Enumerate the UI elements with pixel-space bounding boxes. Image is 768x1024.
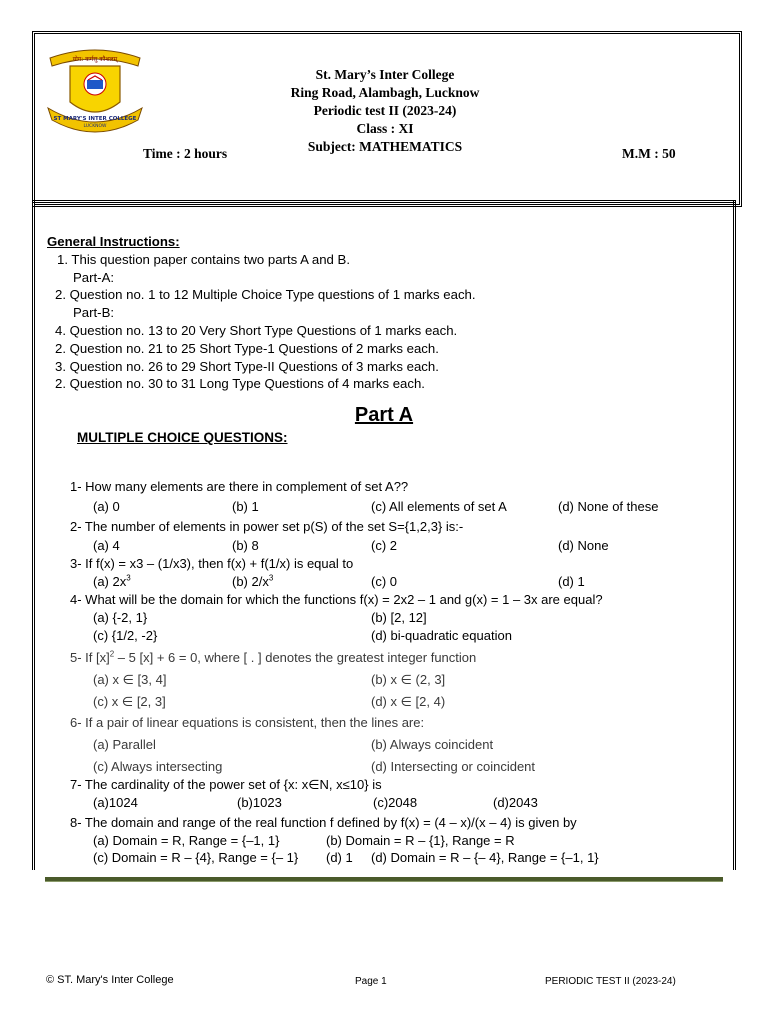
class-label: Class : XI [356, 121, 414, 136]
general-instructions [47, 233, 476, 393]
logo-motto: योग: कर्मसु कौशलम् [72, 56, 118, 63]
q1-option-b: (b) 1 [232, 499, 259, 514]
q2-option-d: (d) None [558, 538, 609, 553]
q7-option-c: (c)2048 [373, 795, 418, 810]
instruction-line: 1. This question paper contains two parts A and B. [57, 251, 350, 267]
q6-option-a: (a) Parallel [93, 737, 156, 752]
q3-option-b: (b) $2/x^3$ [232, 573, 274, 589]
question-5: 5- If $[x]^2 - 5$ [x] + 6 = 0, where [ . ] denotes the greatest integer function [70, 649, 477, 665]
instruction-line: Part-B: [73, 305, 115, 321]
exam-name: Periodic test II (2023-24) [313, 103, 457, 118]
header-divider [32, 200, 736, 203]
q6-option-d: (d) Intersecting or coincident [371, 759, 536, 774]
q1-option-d: (d) None of these [558, 499, 659, 514]
q5-option-d: (d) x ∈ [2, 4) [371, 694, 446, 709]
instruction-line: 2. Question no. 21 to 25 Short Type-1 Questions of 2 marks each. [55, 340, 439, 356]
school-name: St. Mary’s Inter College [315, 67, 455, 82]
q5-option-b: (b) x ∈ (2, 3] [371, 672, 446, 687]
footer-exam-name: PERIODIC TEST II (2023-24) [545, 976, 676, 987]
question-7: 7- The cardinality of the power set of {x: x∈N, x≤10} is [70, 777, 382, 792]
q1-option-a: (a) 0 [93, 499, 120, 514]
q8-option-d: (d) Domain = R – {– 4}, Range = {–1, 1} [371, 850, 599, 865]
left-border [32, 200, 35, 870]
footer-page-number: Page 1 [355, 976, 387, 987]
q4-option-d: (d) bi-quadratic equation [371, 628, 512, 643]
q8-option-d-1: (d) 1 [326, 850, 353, 865]
q6-option-b: (b) Always coincident [371, 737, 494, 752]
instruction-line: Part-A: [73, 269, 115, 285]
footer-copyright: © ST. Mary's Inter College [46, 974, 174, 986]
q5-option-a: (a) x ∈ [3, 4] [93, 672, 167, 687]
instruction-line: 4. Question no. 13 to 20 Very Short Type Questions of 1 marks each. [55, 322, 458, 338]
question-6: 6- If a pair of linear equations is consistent, then the lines are: [70, 715, 425, 730]
instruction-line: 2. Question no. 1 to 12 Multiple Choice Type questions of 1 marks each. [55, 287, 476, 303]
q6-option-c: (c) Always intersecting [93, 759, 223, 774]
logo-city: LUCKNOW [83, 124, 107, 129]
q3-option-d: (d) 1 [558, 574, 585, 589]
q8-option-b: (b) Domain = R – {1}, Range = R [326, 833, 515, 848]
q2-option-a: (a) 4 [93, 538, 120, 553]
part-title: Part A [354, 404, 414, 426]
instruction-line: 3. Question no. 26 to 29 Short Type-II Questions of 3 marks each. [55, 358, 439, 374]
question-3: 3- If f(x) = x3 – (1/x3), then f(x) + f(1/x) is equal to [70, 556, 354, 571]
q8-option-a: (a) Domain = R, Range = {–1, 1} [93, 833, 280, 848]
max-marks-label: M.M : 50 [622, 146, 676, 161]
q2-option-b: (b) 8 [232, 538, 259, 553]
instructions-title: General Instructions: [47, 234, 180, 249]
q7-option-b: (b)1023 [237, 795, 282, 810]
q8-option-c: (c) Domain = R – {4}, Range = {– 1} [93, 850, 299, 865]
q7-option-d: (d)2043 [493, 795, 538, 810]
subject-label: Subject: MATHEMATICS [307, 139, 463, 154]
school-address: Ring Road, Alambagh, Lucknow [290, 85, 480, 100]
q5-option-c: (c) x ∈ [2, 3] [93, 694, 166, 709]
footer-rule [45, 877, 723, 882]
q4-option-a: (a) {-2, 1} [93, 610, 148, 625]
question-2: 2- The number of elements in power set p(S) of the set S={1,2,3} is:- [70, 519, 464, 534]
q7-option-a: (a)1024 [93, 795, 138, 810]
logo-banner: ST MARY'S INTER COLLEGE [53, 116, 137, 122]
q4-option-b: (b) [2, 12] [371, 610, 427, 625]
time-label: Time : 2 hours [143, 146, 228, 161]
question-1: 1- How many elements are there in complement of set A?? [70, 479, 409, 494]
q1-option-c: (c) All elements of set A [371, 499, 507, 514]
mcq-section-title: MULTIPLE CHOICE QUESTIONS: [77, 430, 288, 445]
right-border [733, 200, 736, 870]
question-4: 4- What will be the domain for which the functions f(x) = 2x2 – 1 and g(x) = 1 – 3x are equal? [70, 592, 603, 607]
question-8: 8- The domain and range of the real function f defined by f(x) = (4 – x)/(x – 4) is given by [70, 815, 577, 830]
school-header [260, 66, 510, 156]
q3-option-c: (c) 0 [371, 574, 397, 589]
q4-option-c: (c) {1/2, -2} [93, 628, 158, 643]
q3-option-a: (a) $2x^3$ [93, 573, 131, 589]
college-logo [40, 44, 150, 136]
instruction-line: 2. Question no. 30 to 31 Long Type Questions of 4 marks each. [55, 376, 425, 392]
q2-option-c: (c) 2 [371, 538, 397, 553]
